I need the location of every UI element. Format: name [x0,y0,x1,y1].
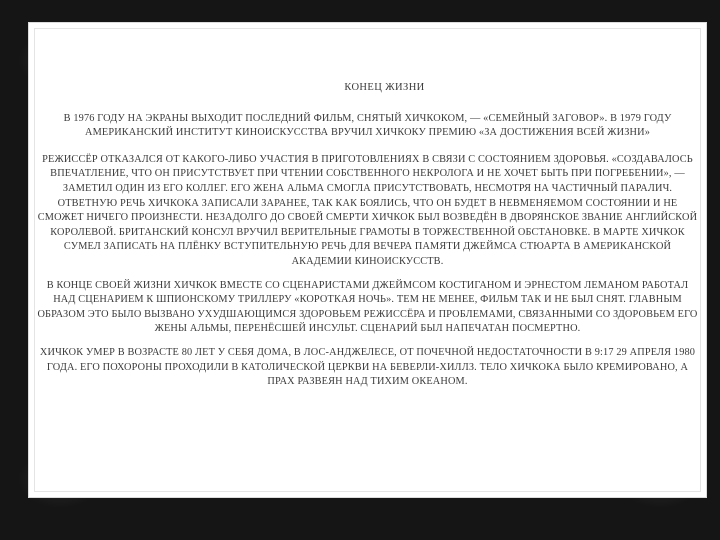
paragraph-short-night-script: В КОНЦЕ СВОЕЙ ЖИЗНИ ХИЧКОК ВМЕСТЕ СО СЦЕНАРИСТАМИ ДЖЕЙМСОМ КОСТИГАНОМ И ЭРНЕСТОМ ЛЕМАНОМ РАБОТАЛ НАД СЦЕНАРИЕМ К ШПИОНСКОМУ ТРИЛЛЕРУ «КОРОТКАЯ НОЧЬ». ТЕМ НЕ МЕНЕЕ, ФИЛЬМ ТАК И НЕ БЫЛ СНЯТ. ГЛАВНЫМ ОБРАЗОМ ЭТО БЫЛО ВЫЗВАНО УХУДШАЮЩИМСЯ ЗДОРОВЬЕМ РЕЖИССЁРА И ПРОБЛЕМАМИ, СВЯЗАННЫМИ СО ЗДОРОВЬЕМ ЕГО ЖЕНЫ АЛЬМЫ, ПЕРЕНЁСШЕЙ ИНСУЛЬТ. СЦЕНАРИЙ БЫЛ НАПЕЧАТАН ПОСМЕРТНО. [37,279,698,335]
slide-title: КОНЕЦ ЖИЗНИ [344,82,425,93]
paragraph-award-and-honors: РЕЖИССЁР ОТКАЗАЛСЯ ОТ КАКОГО-ЛИБО УЧАСТИЯ В ПРИГОТОВЛЕНИЯХ В СВЯЗИ С СОСТОЯНИЕМ ЗДОРОВЬЯ. «СОЗДАВАЛОСЬ ВПЕЧАТЛЕНИЕ, ЧТО ОН ПРИСУТСТВУЕТ ПРИ ЧТЕНИИ СОБСТВЕННОГО НЕКРОЛОГА И НЕ ХОЧЕТ БЫТЬ ПРИ ПОГРЕБЕНИИ», — ЗАМЕТИЛ ОДИН ИЗ ЕГО КОЛЛЕГ. ЕГО ЖЕНА АЛЬМА СМОГЛА ПРИСУТСТВОВАТЬ, НЕСМОТРЯ НА ЧАСТИЧНЫЙ ПАРАЛИЧ. ОТВЕТНУЮ РЕЧЬ ХИЧКОКА ЗАПИСАЛИ ЗАРАНЕЕ, ТАК КАК БОЯЛИСЬ, ЧТО ОН БУДЕТ В НЕВМЕНЯЕМОМ СОСТОЯНИИ И НЕ СМОЖЕТ НИЧЕГО ПРОИЗНЕСТИ. НЕЗАДОЛГО ДО СВОЕЙ СМЕРТИ ХИЧКОК БЫЛ ВОЗВЕДЁН В ДВОРЯНСКОЕ ЗВАНИЕ АНГЛИЙСКОЙ КОРОЛЕВОЙ. БРИТАНСКИЙ КОНСУЛ ВРУЧИЛ ВЕРИТЕЛЬНЫЕ ГРАМОТЫ В ТОРЖЕСТВЕННОЙ ОБСТАНОВКЕ. В МАРТЕ ХИЧКОК СУМЕЛ ЗАПИСАТЬ НА ПЛЁНКУ ВСТУПИТЕЛЬНУЮ РЕЧЬ ДЛЯ ВЕЧЕРА ПАМЯТИ ДЖЕЙМСА СТЮАРТА В АМЕРИКАНСКОЙ АКАДЕМИИ КИНОИСКУССТВ. [37,153,698,267]
paragraph-death: ХИЧКОК УМЕР В ВОЗРАСТЕ 80 ЛЕТ У СЕБЯ ДОМА, В ЛОС-АНДЖЕЛЕСЕ, ОТ ПОЧЕЧНОЙ НЕДОСТАТОЧНОСТИ В 9:17 29 АПРЕЛЯ 1980 ГОДА. ЕГО ПОХОРОНЫ ПРОХОДИЛИ В КАТОЛИЧЕСКОЙ ЦЕРКВИ НА БЕВЕРЛИ-ХИЛЛЗ. ТЕЛО ХИЧКОКА БЫЛО КРЕМИРОВАНО, А ПРАХ РАЗВЕЯН НАД ТИХИМ ОКЕАНОМ. [39,346,696,388]
slide-content [35,81,700,399]
paragraph-last-film: В 1976 ГОДУ НА ЭКРАНЫ ВЫХОДИТ ПОСЛЕДНИЙ ФИЛЬМ, СНЯТЫЙ ХИЧКОКОМ, — «СЕМЕЙНЫЙ ЗАГОВОР». В 1979 ГОДУ АМЕРИКАНСКИЙ ИНСТИТУТ КИНОИСКУССТВА ВРУЧИЛ ХИЧКОКУ ПРЕМИЮ «ЗА ДОСТИЖЕНИЯ ВСЕЙ ЖИЗНИ» [63,112,672,139]
slide-card [28,22,707,498]
